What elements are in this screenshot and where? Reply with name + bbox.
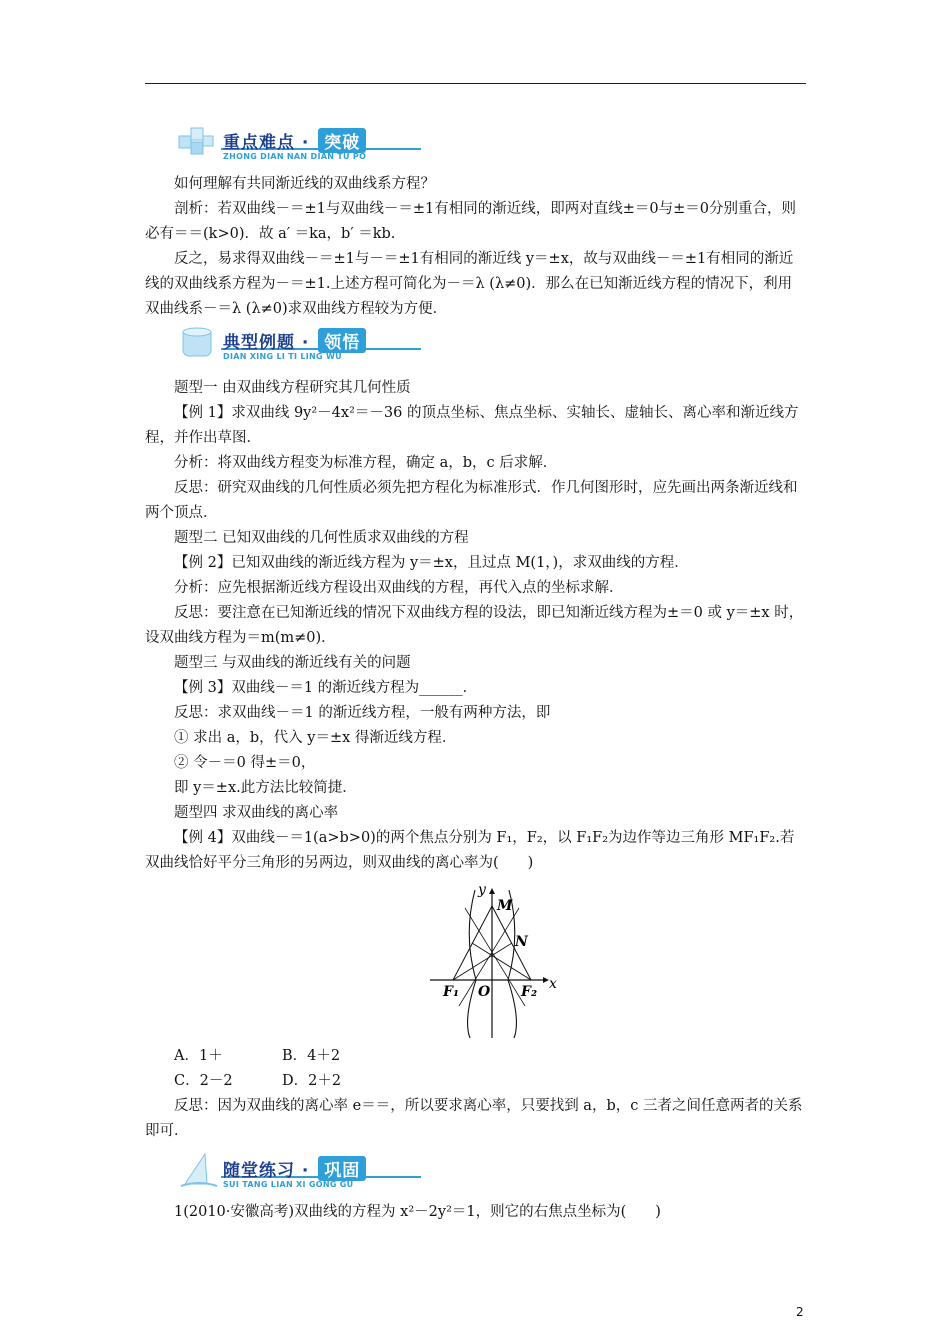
y-axis-arrow — [489, 888, 495, 894]
option-d: D．2＋2 — [282, 1073, 342, 1089]
cubes-icon — [175, 122, 221, 162]
reflection-text: 反思：研究双曲线的几何性质必须先把方程化为标准形式．作几何图形时，应先画出两条渐近线和两个顶点． — [145, 480, 798, 521]
hyperbola-figure — [425, 880, 575, 1040]
sail-icon — [175, 1150, 221, 1190]
analysis-text: 剖析：若双曲线－＝±1与双曲线－＝±1有相同的渐近线，即两对直线±＝0与±＝0分别重合，则必有＝＝(k>0)．故 a′ ＝ka，b′ ＝kb. — [145, 201, 796, 242]
header-rule — [145, 83, 806, 84]
reflection-text: 反思：求双曲线－＝1 的渐近线方程，一般有两种方法，即 — [174, 705, 551, 721]
step-text: 即 y＝±x.此方法比较简捷． — [174, 780, 357, 796]
example-text: 【例 1】求双曲线 9y²－4x²＝－36 的顶点坐标、焦点坐标、实轴长、虚轴长、离心率和渐近线方程，并作出草图． — [145, 405, 799, 446]
analysis-text: 分析：将双曲线方程变为标准方程，确定 a，b，c 后求解． — [174, 455, 558, 471]
reflection-text: 反思：因为双曲线的离心率 e＝＝，所以要求离心率，只要找到 a，b，c 三者之间任意两者的关系即可． — [145, 1098, 803, 1139]
reflection-text: 反思：要注意在已知渐近线的情况下双曲线方程的设法，即已知渐近线方程为±＝0 或 y＝±x 时，设双曲线方程为＝m(m≠0)． — [145, 605, 804, 646]
banner-title: 典型例题 · 领悟 — [223, 328, 366, 353]
label-n: N — [515, 934, 528, 950]
banner-zhongdian — [173, 120, 806, 166]
example-text: 【例 3】双曲线－＝1 的渐近线方程为______． — [174, 680, 478, 696]
converse-text: 反之，易求得双曲线－＝±1与－＝±1有相同的渐近线 y＝±x，故与双曲线－＝±1有相同的渐近线的双曲线系方程为－＝±1.上述方程可简化为－＝λ (λ≠0)．那么在已知渐近线方程的情况下，利用双曲线系－＝λ (λ≠0)求双曲线方程较为方便． — [145, 251, 794, 317]
type-heading: 题型二 已知双曲线的几何性质求双曲线的方程 — [174, 530, 469, 546]
label-o: O — [478, 984, 491, 1000]
options-row — [145, 1069, 806, 1094]
label-m: M — [497, 898, 513, 914]
options-row — [145, 1044, 806, 1069]
question-text: 如何理解有共同渐近线的双曲线系方程？ — [174, 176, 435, 192]
label-f1: F₁ — [443, 984, 460, 1000]
banner-dianxing — [173, 320, 806, 366]
example-text: 【例 4】双曲线－＝1(a>b>0)的两个焦点分别为 F₁，F₂，以 F₁F₂为边作等边三角形 MF₁F₂.若双曲线恰好平分三角形的另两边，则双曲线的离心率为( ) — [145, 830, 795, 871]
type-heading: 题型一 由双曲线方程研究其几何性质 — [174, 380, 411, 396]
hyperbola-left-branch — [468, 890, 476, 1038]
banner-title: 随堂练习 · 巩固 — [223, 1156, 366, 1181]
banner-subtitle: DIAN XING LI TI LING WU — [223, 352, 342, 361]
banner-title: 重点难点 · 突破 — [223, 128, 366, 153]
analysis-text: 分析：应先根据渐近线方程设出双曲线的方程，再代入点的坐标求解． — [174, 580, 624, 596]
example-text: 【例 2】已知双曲线的渐近线方程为 y＝±x，且过点 M(1，)，求双曲线的方程． — [174, 555, 689, 571]
banner-suitang — [173, 1148, 806, 1194]
asymptote-1 — [465, 908, 525, 1006]
label-y: y — [478, 882, 486, 898]
type-heading: 题型四 求双曲线的离心率 — [174, 805, 339, 821]
step-text: ② 令－＝0 得±＝0， — [174, 755, 316, 771]
option-b: B．4＋2 — [282, 1048, 341, 1064]
option-c: C．2－2 — [174, 1073, 233, 1089]
type-heading: 题型三 与双曲线的渐近线有关的问题 — [174, 655, 411, 671]
banner-subtitle: ZHONG DIAN NAN DIAN TU PO — [223, 152, 367, 161]
page-body — [145, 120, 806, 1225]
step-text: ① 求出 a，b，代入 y＝±x 得渐近线方程． — [174, 730, 457, 746]
cup-icon — [175, 322, 221, 362]
practice-question: 1(2010·安徽高考)双曲线的方程为 x²－2y²＝1，则它的右焦点坐标为( ) — [174, 1204, 661, 1220]
option-a: A．1＋ — [174, 1048, 223, 1064]
page-number: 2 — [796, 1305, 804, 1319]
label-x: x — [549, 976, 557, 992]
banner-subtitle: SUI TANG LIAN XI GONG GU — [223, 1180, 354, 1189]
label-f2: F₂ — [521, 984, 538, 1000]
line-f1-n — [453, 943, 512, 980]
hyperbola-diagram — [425, 880, 575, 1040]
